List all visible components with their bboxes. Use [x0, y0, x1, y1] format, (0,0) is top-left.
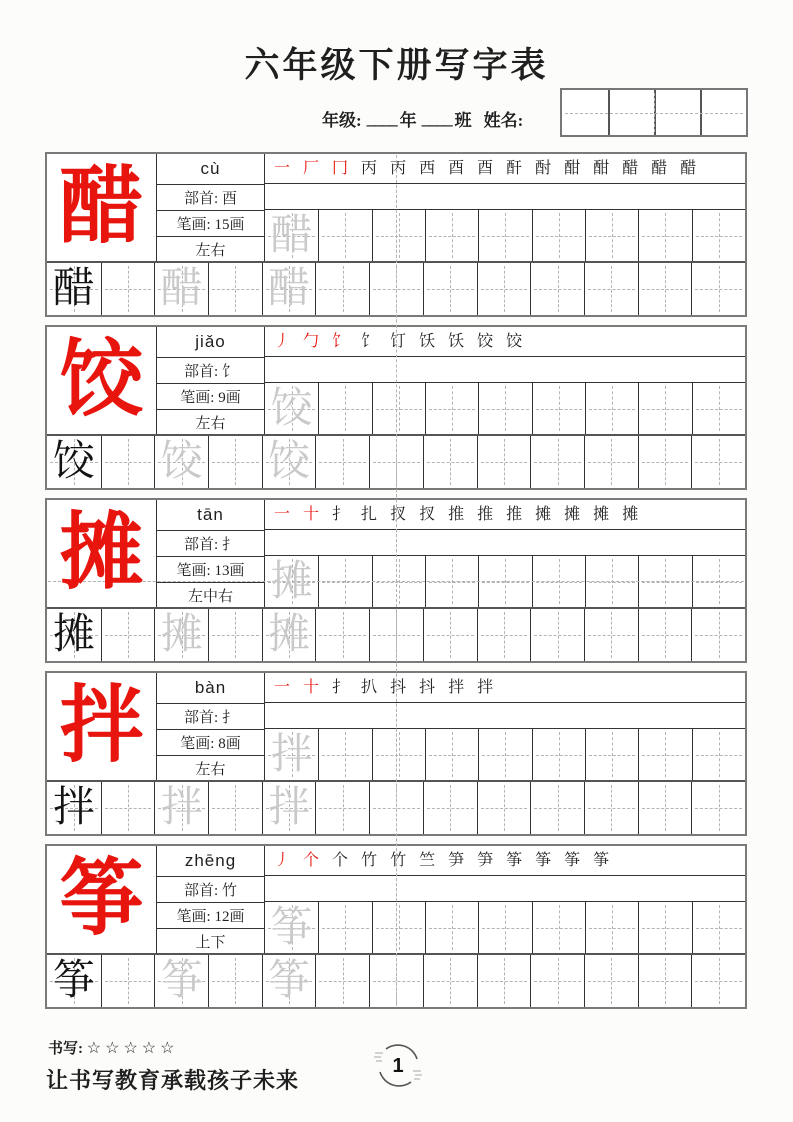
practice-cell [477, 609, 531, 661]
practice-cell [530, 955, 584, 1007]
stroke-order-step: 醋 [651, 159, 668, 177]
practice-cell [154, 609, 208, 661]
practice-cell [101, 782, 155, 834]
model-character-red: 醋 [59, 160, 144, 254]
stroke-order-step: 摊 [593, 505, 610, 523]
practice-cell [478, 210, 531, 261]
stroke-order-step: 西 [419, 159, 436, 177]
grade-label: 年级: [322, 111, 362, 130]
practice-cell [47, 609, 101, 661]
class-label: 班 [454, 111, 472, 130]
model-character-red: 筝 [59, 852, 144, 946]
practice-cell [265, 383, 318, 434]
model-character-cell [47, 154, 157, 261]
practice-cell [532, 210, 585, 261]
stroke-order-row [265, 846, 745, 876]
info-column [157, 154, 265, 261]
practice-cell [154, 436, 208, 488]
model-character-cell [47, 846, 157, 953]
stroke-order-step: 十 [303, 678, 320, 696]
trace-character: 饺 [160, 439, 203, 485]
practice-cell [154, 955, 208, 1007]
practice-cell [154, 782, 208, 834]
practice-cell [478, 902, 531, 953]
stroke-order-step: 筝 [535, 851, 552, 869]
stroke-order-step: 饣 [361, 332, 378, 350]
stroke-order-step: 笋 [477, 851, 494, 869]
practice-cell [315, 609, 369, 661]
stroke-order-step: 酣 [564, 159, 581, 177]
practice-cell [585, 383, 638, 434]
info-column [157, 327, 265, 434]
structure-label: 左中右 [157, 582, 264, 607]
stroke-order-step: 个 [303, 851, 320, 869]
practice-cell [638, 729, 691, 780]
stroke-order-step: 醋 [680, 159, 697, 177]
practice-cell [47, 436, 101, 488]
model-character-red: 摊 [59, 506, 144, 600]
practice-cell [477, 782, 531, 834]
footer-slogan: 让书写教育承载孩子未来 [46, 1068, 300, 1093]
practice-cell [262, 955, 316, 1007]
practice-cell [584, 955, 638, 1007]
student-info-line [322, 106, 525, 131]
stroke-order-step: 推 [506, 505, 523, 523]
practice-cell [315, 436, 369, 488]
stroke-order-row [265, 154, 745, 184]
blank-strip [265, 530, 745, 556]
stroke-order-step: 一 [274, 505, 291, 523]
stroke-order-step: 筝 [593, 851, 610, 869]
stroke-order-step: 酐 [506, 159, 523, 177]
practice-cell [423, 436, 477, 488]
model-character-black: 拌 [52, 785, 95, 831]
practice-cell [584, 263, 638, 315]
stroke-order-step: 一 [274, 678, 291, 696]
stroke-order-step: 扎 [361, 505, 378, 523]
character-blocks [45, 152, 747, 1009]
practice-cell [638, 383, 691, 434]
stroke-count-label: 笔画: 9画 [157, 383, 264, 409]
practice-cell [425, 556, 478, 607]
practice-row-top [265, 729, 745, 780]
practice-cell [638, 210, 691, 261]
info-column [157, 500, 265, 607]
practice-cell [692, 902, 745, 953]
practice-cell [691, 436, 745, 488]
practice-cell [372, 556, 425, 607]
practice-cell [532, 729, 585, 780]
practice-cell [208, 782, 262, 834]
pinyin-label: jiǎo [195, 332, 226, 351]
practice-cell [425, 729, 478, 780]
page-number: 1 [392, 1054, 404, 1077]
model-character-cell [47, 673, 157, 780]
stroke-order-step: 推 [477, 505, 494, 523]
practice-cell [372, 210, 425, 261]
practice-cell [318, 210, 371, 261]
practice-cell [478, 729, 531, 780]
trace-character: 筝 [268, 958, 311, 1004]
practice-cell [262, 782, 316, 834]
rating-stars: ☆☆☆☆☆ [86, 1040, 179, 1057]
stroke-order-step: 饫 [448, 332, 465, 350]
practice-cell [530, 436, 584, 488]
year-label: 年 [399, 111, 417, 130]
name-label: 姓名: [483, 111, 524, 130]
practice-cell [692, 556, 745, 607]
practice-cell [691, 263, 745, 315]
practice-cell [208, 436, 262, 488]
practice-row-bottom [47, 953, 745, 1007]
stroke-order-step: 笋 [448, 851, 465, 869]
practice-cell [262, 263, 316, 315]
stroke-order-step: 一 [274, 159, 291, 177]
stroke-order-row [265, 327, 745, 357]
practice-cell [372, 729, 425, 780]
stroke-order-step: 丿 [274, 332, 291, 350]
practice-cell [208, 609, 262, 661]
character-block [45, 844, 747, 1009]
stroke-order-step: 厂 [303, 159, 320, 177]
stroke-order-step: 冂 [332, 159, 349, 177]
stroke-order-step: 丿 [274, 851, 291, 869]
stroke-order-step: 拌 [477, 678, 494, 696]
stroke-order-step: 酎 [535, 159, 552, 177]
practice-cell [584, 436, 638, 488]
practice-cell [530, 609, 584, 661]
radical-label: 部首: 饣 [157, 357, 264, 383]
practice-cell [318, 729, 371, 780]
stroke-order-step: 扌 [332, 505, 349, 523]
practice-cell [265, 556, 318, 607]
stroke-order-step: 饺 [477, 332, 494, 350]
stroke-order-step: 筝 [506, 851, 523, 869]
stroke-count-label: 笔画: 13画 [157, 556, 264, 582]
practice-cell [584, 782, 638, 834]
model-character-black: 摊 [52, 612, 95, 658]
model-character-black: 筝 [52, 958, 95, 1004]
trace-character: 拌 [268, 785, 311, 831]
class-blank-line: ____ [421, 109, 452, 128]
practice-cell [318, 902, 371, 953]
practice-cell [265, 902, 318, 953]
practice-cell [47, 782, 101, 834]
trace-character: 饺 [270, 385, 313, 432]
practice-cell [638, 436, 692, 488]
name-grid [560, 88, 748, 137]
practice-cell [478, 383, 531, 434]
structure-label: 上下 [157, 928, 264, 953]
practice-cell [208, 955, 262, 1007]
practice-cell [477, 263, 531, 315]
practice-cell [101, 263, 155, 315]
practice-cell [585, 902, 638, 953]
trace-character: 醋 [268, 266, 311, 312]
practice-row-top [265, 383, 745, 434]
practice-cell [585, 729, 638, 780]
stroke-count-label: 笔画: 12画 [157, 902, 264, 928]
structure-label: 左右 [157, 755, 264, 780]
practice-cell [692, 210, 745, 261]
practice-cell [638, 955, 692, 1007]
radical-label: 部首: 扌 [157, 703, 264, 729]
stroke-order-step: 扒 [361, 678, 378, 696]
stroke-order-step: 摊 [535, 505, 552, 523]
practice-cell [265, 210, 318, 261]
stroke-order-step: 勹 [303, 332, 320, 350]
stroke-order-step: 饫 [419, 332, 436, 350]
stroke-order-step: 丙 [361, 159, 378, 177]
practice-cell [262, 609, 316, 661]
model-character-red: 饺 [59, 333, 144, 427]
pinyin-label: zhēng [184, 851, 237, 870]
practice-cell [372, 902, 425, 953]
stroke-order-step: 筝 [564, 851, 581, 869]
practice-cell [47, 955, 101, 1007]
stroke-order-step: 丙 [390, 159, 407, 177]
trace-character: 拌 [270, 731, 313, 778]
stroke-count-label: 笔画: 15画 [157, 210, 264, 236]
stroke-order-row [265, 500, 745, 530]
practice-cell [477, 436, 531, 488]
stroke-order-step: 饣 [332, 332, 349, 350]
trace-character: 醋 [160, 266, 203, 312]
practice-cell [692, 729, 745, 780]
practice-cell [530, 782, 584, 834]
practice-cell [585, 210, 638, 261]
practice-cell [262, 436, 316, 488]
practice-cell [318, 383, 371, 434]
practice-cell [530, 263, 584, 315]
practice-cell [425, 902, 478, 953]
stroke-order-step: 摊 [564, 505, 581, 523]
trace-character: 摊 [160, 612, 203, 658]
trace-character: 摊 [270, 558, 313, 605]
practice-cell [638, 782, 692, 834]
stroke-order-step: 竹 [390, 851, 407, 869]
radical-label: 部首: 扌 [157, 530, 264, 556]
stroke-order-step: 竺 [419, 851, 436, 869]
blank-strip [265, 876, 745, 902]
practice-cell [318, 556, 371, 607]
practice-cell [423, 263, 477, 315]
info-column [157, 673, 265, 780]
structure-label: 左右 [157, 236, 264, 261]
practice-cell [265, 729, 318, 780]
stroke-order-step: 扠 [419, 505, 436, 523]
stroke-order-step: 个 [332, 851, 349, 869]
practice-cell [691, 955, 745, 1007]
radical-label: 部首: 酉 [157, 184, 264, 210]
practice-cell [638, 556, 691, 607]
stroke-order-step: 扠 [390, 505, 407, 523]
practice-cell [691, 609, 745, 661]
practice-cell [584, 609, 638, 661]
practice-cell [101, 955, 155, 1007]
pinyin-label: bàn [194, 678, 227, 697]
trace-character: 醋 [270, 212, 313, 259]
practice-row-top [265, 556, 745, 607]
practice-cell [638, 902, 691, 953]
rating-label: 书写: [48, 1041, 83, 1057]
blank-strip [265, 703, 745, 729]
practice-cell [423, 955, 477, 1007]
practice-cell [638, 609, 692, 661]
practice-cell [532, 902, 585, 953]
trace-character: 筝 [160, 958, 203, 1004]
blank-strip [265, 184, 745, 210]
practice-cell [425, 383, 478, 434]
practice-cell [692, 383, 745, 434]
stroke-order-step: 醋 [622, 159, 639, 177]
model-character-black: 醋 [52, 266, 95, 312]
practice-cell [47, 263, 101, 315]
trace-character: 饺 [268, 439, 311, 485]
practice-cell [532, 556, 585, 607]
model-character-red: 拌 [59, 679, 144, 773]
stroke-order-row [265, 673, 745, 703]
stroke-order-step: 酉 [448, 159, 465, 177]
stroke-order-step: 饺 [506, 332, 523, 350]
practice-cell [585, 556, 638, 607]
stroke-order-step: 抖 [390, 678, 407, 696]
practice-cell [691, 782, 745, 834]
page-number-badge [374, 1042, 422, 1090]
stroke-order-step: 抖 [419, 678, 436, 696]
practice-cell [423, 609, 477, 661]
blank-strip [265, 357, 745, 383]
practice-cell [208, 263, 262, 315]
pinyin-label: cù [200, 159, 221, 178]
handwriting-rating [48, 1037, 178, 1058]
stroke-order-step: 摊 [622, 505, 639, 523]
model-character-cell [47, 327, 157, 434]
practice-cell [423, 782, 477, 834]
practice-cell [477, 955, 531, 1007]
practice-row-top [265, 210, 745, 261]
practice-cell [638, 263, 692, 315]
page-title: 六年级下册写字表 [244, 46, 549, 85]
trace-character: 拌 [160, 785, 203, 831]
trace-character: 筝 [270, 904, 313, 951]
trace-character: 摊 [268, 612, 311, 658]
practice-cell [154, 263, 208, 315]
practice-cell [532, 383, 585, 434]
model-character-cell [47, 500, 157, 607]
pinyin-label: tān [197, 505, 224, 524]
practice-cell [315, 782, 369, 834]
model-character-black: 饺 [52, 439, 95, 485]
stroke-order-step: 扌 [332, 678, 349, 696]
practice-cell [478, 556, 531, 607]
info-column [157, 846, 265, 953]
grade-blank-line: ____ [366, 109, 397, 128]
stroke-count-label: 笔画: 8画 [157, 729, 264, 755]
stroke-order-step: 拌 [448, 678, 465, 696]
practice-cell [372, 383, 425, 434]
name-grid-cell [700, 90, 746, 135]
practice-cell [425, 210, 478, 261]
stroke-order-step: 饤 [390, 332, 407, 350]
stroke-order-step: 酉 [477, 159, 494, 177]
practice-row-top [265, 902, 745, 953]
stroke-order-step: 十 [303, 505, 320, 523]
practice-cell [369, 955, 423, 1007]
practice-cell [101, 436, 155, 488]
radical-label: 部首: 竹 [157, 876, 264, 902]
practice-cell [101, 609, 155, 661]
stroke-order-step: 竹 [361, 851, 378, 869]
practice-cell [315, 955, 369, 1007]
stroke-order-step: 酣 [593, 159, 610, 177]
structure-label: 左右 [157, 409, 264, 434]
practice-cell [315, 263, 369, 315]
stroke-order-step: 推 [448, 505, 465, 523]
